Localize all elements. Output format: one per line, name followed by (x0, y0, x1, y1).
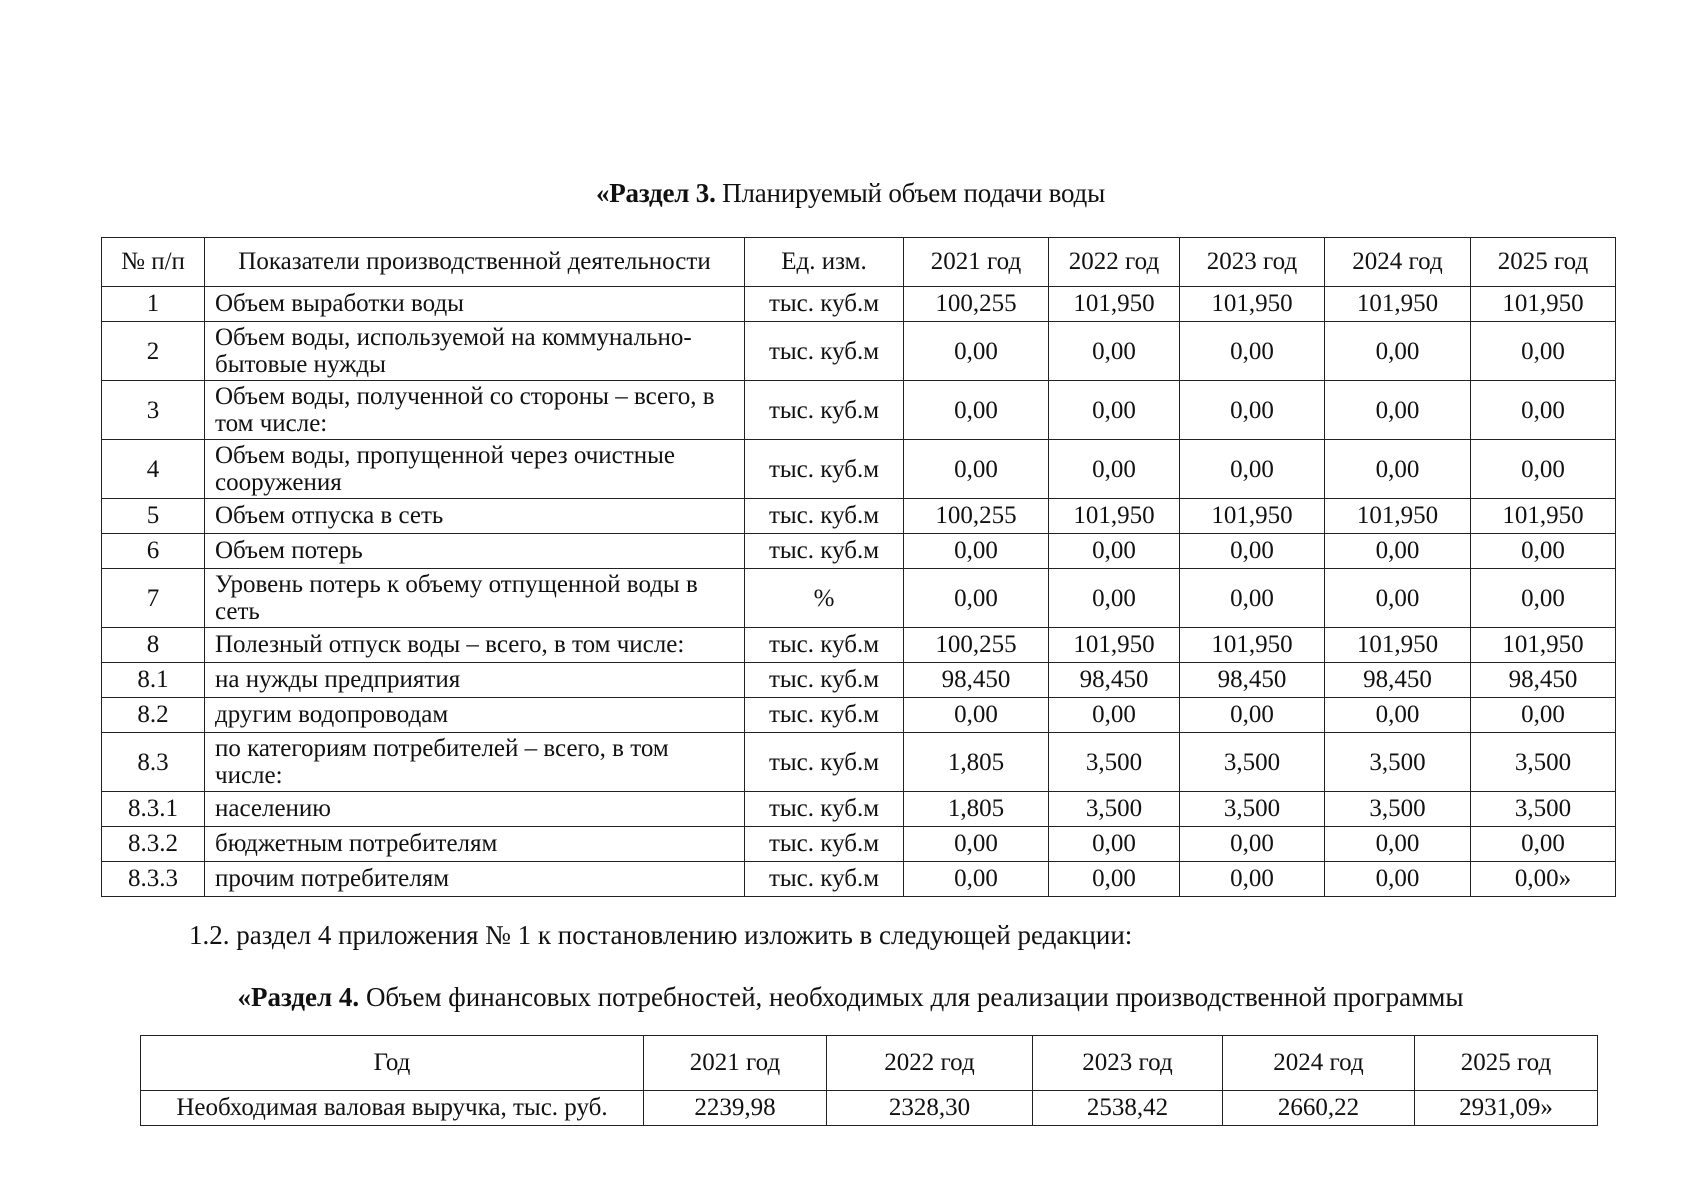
row-number: 8.3 (102, 733, 205, 792)
table-row (102, 862, 1616, 897)
col-header-2021: 2021 год (904, 238, 1049, 287)
table-row (102, 792, 1616, 827)
row-unit: тыс. куб.м (745, 827, 904, 862)
row-value-2025: 0,00» (1471, 862, 1616, 897)
row-number: 8.2 (102, 698, 205, 733)
col-header-unit: Ед. изм. (745, 238, 904, 287)
row-number: 8.3.2 (102, 827, 205, 862)
row-value-2021: 0,00 (904, 440, 1049, 499)
row-value-2022: 0,00 (1049, 534, 1180, 569)
row-value-2023: 101,950 (1180, 628, 1325, 663)
row-indicator: на нужды предприятия (205, 663, 745, 698)
row-value-2024: 0,00 (1325, 381, 1471, 440)
row-number: 8 (102, 628, 205, 663)
finance-row-label: Необходимая валовая выручка, тыс. руб. (141, 1091, 644, 1126)
row-number: 8.1 (102, 663, 205, 698)
row-value-2023: 0,00 (1180, 381, 1325, 440)
col-header-2025: 2025 год (1471, 238, 1616, 287)
row-value-2025: 101,950 (1471, 287, 1616, 322)
table-row (102, 440, 1616, 499)
row-indicator: Объем выработки воды (205, 287, 745, 322)
row-indicator: Объем воды, полученной со стороны – всего, в том числе: (205, 381, 745, 440)
row-value-2022: 101,950 (1049, 287, 1180, 322)
row-value-2024: 101,950 (1325, 287, 1471, 322)
table-row (102, 287, 1616, 322)
row-value-2025: 101,950 (1471, 499, 1616, 534)
finance-header-2023: 2023 год (1033, 1036, 1223, 1091)
section-4-title-bold: «Раздел 4. (237, 982, 360, 1012)
table-row (102, 322, 1616, 381)
finance-table-header-row (141, 1036, 1598, 1091)
row-indicator: другим водопроводам (205, 698, 745, 733)
section-3-title-text: Планируемый объем подачи воды (715, 178, 1106, 208)
row-indicator: Объем потерь (205, 534, 745, 569)
row-value-2022: 0,00 (1049, 862, 1180, 897)
row-indicator: Объем воды, пропущенной через очистные сооружения (205, 440, 745, 499)
row-value-2022: 0,00 (1049, 698, 1180, 733)
col-header-2023: 2023 год (1180, 238, 1325, 287)
finance-table-row (141, 1091, 1598, 1126)
row-unit: тыс. куб.м (745, 381, 904, 440)
row-value-2024: 3,500 (1325, 792, 1471, 827)
row-indicator: прочим потребителям (205, 862, 745, 897)
row-value-2023: 101,950 (1180, 499, 1325, 534)
row-value-2023: 0,00 (1180, 322, 1325, 381)
financial-needs-table (140, 1035, 1598, 1126)
col-header-num: № п/п (102, 238, 205, 287)
row-value-2022: 3,500 (1049, 792, 1180, 827)
row-value-2021: 0,00 (904, 862, 1049, 897)
finance-header-2021: 2021 год (644, 1036, 827, 1091)
row-number: 1 (102, 287, 205, 322)
row-number: 8.3.1 (102, 792, 205, 827)
row-unit: тыс. куб.м (745, 287, 904, 322)
finance-value-2023: 2538,42 (1033, 1091, 1223, 1126)
finance-header-2025: 2025 год (1415, 1036, 1598, 1091)
row-value-2023: 0,00 (1180, 534, 1325, 569)
row-value-2023: 0,00 (1180, 569, 1325, 628)
row-unit: тыс. куб.м (745, 440, 904, 499)
row-value-2023: 101,950 (1180, 287, 1325, 322)
row-value-2022: 3,500 (1049, 733, 1180, 792)
row-value-2024: 101,950 (1325, 499, 1471, 534)
table-row (102, 663, 1616, 698)
row-value-2023: 3,500 (1180, 792, 1325, 827)
row-value-2023: 0,00 (1180, 440, 1325, 499)
row-value-2024: 101,950 (1325, 628, 1471, 663)
row-value-2023: 3,500 (1180, 733, 1325, 792)
row-value-2024: 0,00 (1325, 322, 1471, 381)
row-value-2025: 0,00 (1471, 569, 1616, 628)
row-unit: тыс. куб.м (745, 534, 904, 569)
row-value-2023: 0,00 (1180, 827, 1325, 862)
finance-header-2024: 2024 год (1223, 1036, 1415, 1091)
row-indicator: Уровень потерь к объему отпущенной воды в сеть (205, 569, 745, 628)
row-number: 7 (102, 569, 205, 628)
row-value-2025: 0,00 (1471, 698, 1616, 733)
row-number: 3 (102, 381, 205, 440)
row-unit: тыс. куб.м (745, 733, 904, 792)
row-indicator: Полезный отпуск воды – всего, в том числе: (205, 628, 745, 663)
row-value-2025: 0,00 (1471, 322, 1616, 381)
water-table-header-row (102, 238, 1616, 287)
row-value-2021: 0,00 (904, 569, 1049, 628)
table-row (102, 534, 1616, 569)
row-value-2025: 98,450 (1471, 663, 1616, 698)
row-value-2025: 3,500 (1471, 733, 1616, 792)
section-3-title (0, 176, 1701, 210)
row-value-2021: 100,255 (904, 287, 1049, 322)
row-value-2025: 3,500 (1471, 792, 1616, 827)
row-indicator: по категориям потребителей – всего, в том числе: (205, 733, 745, 792)
row-value-2021: 100,255 (904, 628, 1049, 663)
row-value-2022: 101,950 (1049, 499, 1180, 534)
row-value-2025: 0,00 (1471, 381, 1616, 440)
row-value-2021: 0,00 (904, 322, 1049, 381)
col-header-indicator: Показатели производственной деятельности (205, 238, 745, 287)
row-number: 2 (102, 322, 205, 381)
row-value-2022: 101,950 (1049, 628, 1180, 663)
row-unit: тыс. куб.м (745, 663, 904, 698)
row-value-2021: 1,805 (904, 792, 1049, 827)
row-number: 5 (102, 499, 205, 534)
row-value-2021: 0,00 (904, 827, 1049, 862)
row-value-2023: 98,450 (1180, 663, 1325, 698)
row-unit: тыс. куб.м (745, 499, 904, 534)
row-value-2021: 1,805 (904, 733, 1049, 792)
row-value-2021: 0,00 (904, 534, 1049, 569)
row-value-2021: 98,450 (904, 663, 1049, 698)
row-value-2024: 0,00 (1325, 827, 1471, 862)
row-value-2022: 0,00 (1049, 322, 1180, 381)
row-number: 4 (102, 440, 205, 499)
finance-header-year: Год (141, 1036, 644, 1091)
row-indicator: населению (205, 792, 745, 827)
row-unit: % (745, 569, 904, 628)
row-value-2025: 101,950 (1471, 628, 1616, 663)
row-value-2024: 0,00 (1325, 698, 1471, 733)
finance-value-2022: 2328,30 (827, 1091, 1033, 1126)
finance-value-2024: 2660,22 (1223, 1091, 1415, 1126)
row-value-2021: 0,00 (904, 381, 1049, 440)
table-row (102, 628, 1616, 663)
table-row (102, 733, 1616, 792)
row-value-2024: 0,00 (1325, 862, 1471, 897)
row-number: 8.3.3 (102, 862, 205, 897)
table-row (102, 569, 1616, 628)
col-header-2022: 2022 год (1049, 238, 1180, 287)
row-number: 6 (102, 534, 205, 569)
table-row (102, 827, 1616, 862)
table-row (102, 499, 1616, 534)
table-row (102, 381, 1616, 440)
row-unit: тыс. куб.м (745, 628, 904, 663)
row-value-2024: 0,00 (1325, 534, 1471, 569)
row-value-2022: 0,00 (1049, 569, 1180, 628)
row-indicator: Объем отпуска в сеть (205, 499, 745, 534)
row-value-2024: 3,500 (1325, 733, 1471, 792)
row-indicator: Объем воды, используемой на коммунально-бытовые нужды (205, 322, 745, 381)
finance-value-2021: 2239,98 (644, 1091, 827, 1126)
row-value-2024: 0,00 (1325, 440, 1471, 499)
row-value-2022: 0,00 (1049, 440, 1180, 499)
row-unit: тыс. куб.м (745, 698, 904, 733)
row-value-2023: 0,00 (1180, 862, 1325, 897)
water-table-body (102, 287, 1616, 897)
row-value-2021: 0,00 (904, 698, 1049, 733)
row-value-2022: 0,00 (1049, 381, 1180, 440)
row-value-2022: 98,450 (1049, 663, 1180, 698)
amendment-paragraph: 1.2. раздел 4 приложения № 1 к постановлению изложить в следующей редакции: (189, 920, 1133, 950)
section-4-title (0, 980, 1701, 1014)
row-unit: тыс. куб.м (745, 322, 904, 381)
row-value-2024: 0,00 (1325, 569, 1471, 628)
col-header-2024: 2024 год (1325, 238, 1471, 287)
row-value-2025: 0,00 (1471, 827, 1616, 862)
section-4-title-text: Объем финансовых потребностей, необходимых для реализации производственной программы (359, 982, 1464, 1012)
row-value-2023: 0,00 (1180, 698, 1325, 733)
row-unit: тыс. куб.м (745, 862, 904, 897)
row-indicator: бюджетным потребителям (205, 827, 745, 862)
row-value-2025: 0,00 (1471, 534, 1616, 569)
section-3-title-bold: «Раздел 3. (595, 178, 716, 208)
finance-header-2022: 2022 год (827, 1036, 1033, 1091)
table-row (102, 698, 1616, 733)
row-value-2022: 0,00 (1049, 827, 1180, 862)
row-unit: тыс. куб.м (745, 792, 904, 827)
row-value-2021: 100,255 (904, 499, 1049, 534)
row-value-2024: 98,450 (1325, 663, 1471, 698)
row-value-2025: 0,00 (1471, 440, 1616, 499)
water-supply-table (101, 237, 1616, 897)
finance-value-2025: 2931,09» (1415, 1091, 1598, 1126)
